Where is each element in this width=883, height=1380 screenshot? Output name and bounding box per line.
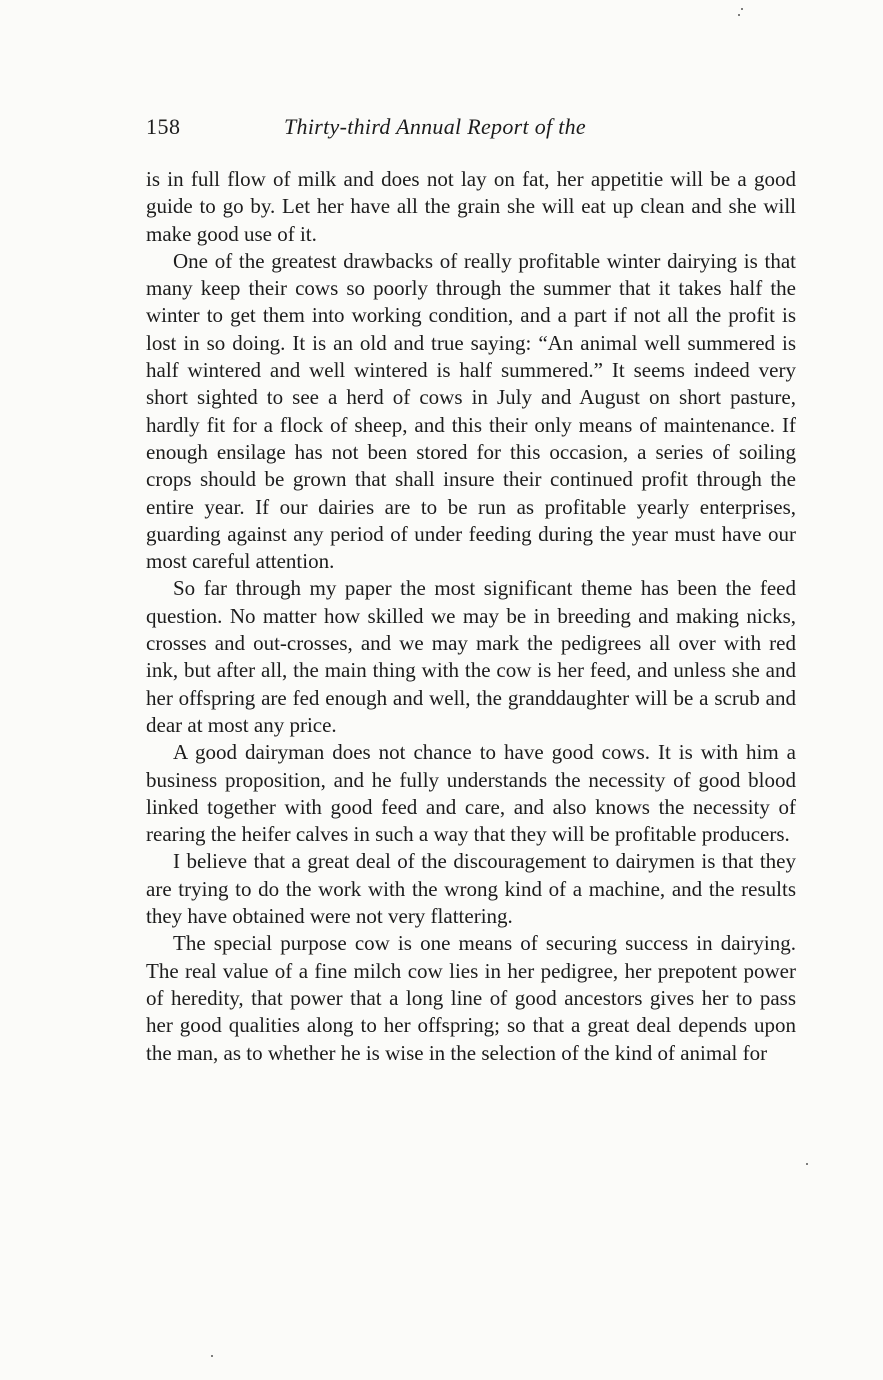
scan-speck: [738, 14, 740, 16]
paragraph-3: So far through my paper the most significant theme has been the feed question. No matter how skilled we may be in breeding and making nicks, crosses and out-crosses, and we may mark the pedigrees all over with red ink, but after all, the main thing with the cow is her feed, and unless she and her offspring are fed enough and well, the granddaughter will be a scrub and dear at most any price.: [146, 576, 796, 737]
paragraph-4: A good dairyman does not chance to have good cows. It is with him a business proposition, and he fully understands the necessity of good blood linked together with good feed and care, and also knows the necessity of rearing the heifer calves in such a way that they will be profitable producers.: [146, 740, 796, 847]
body-text: [146, 166, 796, 1067]
page-number: 158: [146, 114, 181, 139]
scan-speck: [806, 1163, 808, 1165]
paragraph-5: I believe that a great deal of the discouragement to dairymen is that they are trying to do the work with the wrong kind of a machine, and the results they have obtained were not very flattering.: [146, 849, 796, 929]
paragraph-6: The special purpose cow is one means of securing success in dairying. The real value of a fine milch cow lies in her pedigree, her prepotent power of heredity, that power that a long line of good ancestors gives her to pass her good qualities along to her offspring; so that a great deal depends upon the man, as to whether he is wise in the selection of the kind of animal for: [146, 931, 796, 1065]
scan-speck: [741, 8, 743, 10]
scan-speck: [211, 1355, 213, 1357]
running-title: Thirty-third Annual Report of the: [284, 114, 587, 139]
paragraph-1: is in full flow of milk and does not lay on fat, her appetitie will be a good guide to go by. Let her have all the grain she will eat up clean and she will make good use of it.: [146, 167, 796, 246]
paragraph-2: One of the greatest drawbacks of really profitable winter dairying is that many keep their cows so poorly through the summer that it takes half the winter to get them into working condition, and a part if not all the profit is lost in so doing. It is an old and true saying: “An animal well summered is half wintered and well wintered is half summered.” It seems indeed very short sighted to see a herd of cows in July and August on short pasture, hardly fit for a flock of sheep, and this their only means of maintenance. If enough ensilage has not been stored for this occasion, a series of soiling crops should be grown that shall insure their continued profit through the entire year. If our dairies are to be run as profitable yearly enterprises, guarding against any period of under feeding during the year must have our most careful attention.: [146, 248, 796, 574]
running-header: [146, 114, 796, 144]
